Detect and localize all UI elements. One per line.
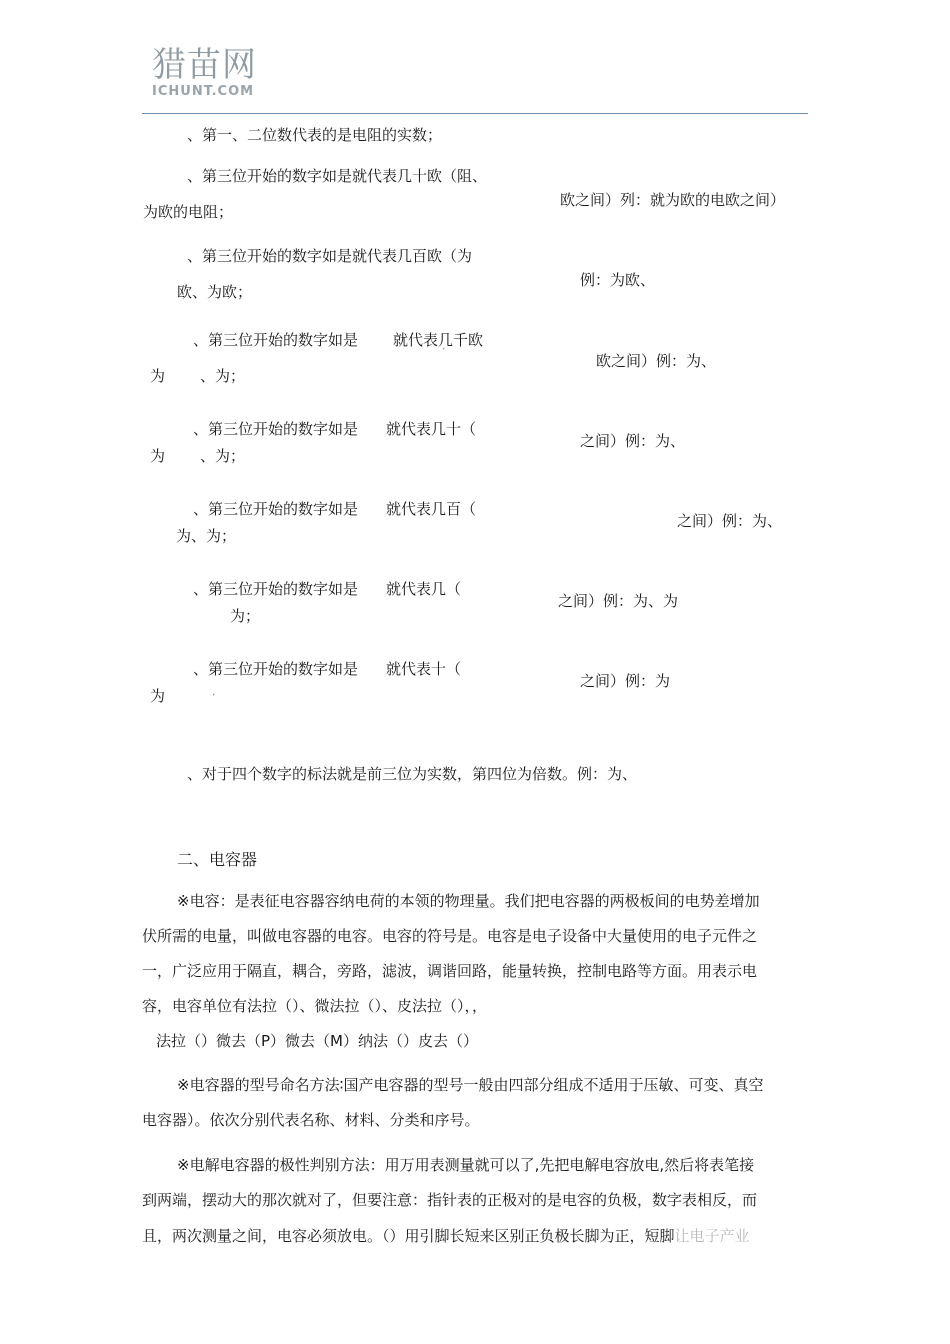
capacitor-p1-line-3: 一，广泛应用于隔直，耦合，旁路，滤波，调谐回路，能量转换，控制电路等方面。用表示电 xyxy=(142,962,758,980)
section-heading-capacitor: 二、电容器 xyxy=(177,850,258,869)
resistor-line-5c: 为 xyxy=(150,447,166,465)
header-divider xyxy=(142,113,808,114)
resistor-line-2a: 、第三位开始的数字如是就代表几十欧（阻、 xyxy=(187,167,488,185)
watermark-text: 让电子产业 xyxy=(674,1227,750,1245)
resistor-line-2b: 为欧的电阻； xyxy=(143,203,234,221)
resistor-line-4e: 欧之间）例：为、 xyxy=(596,352,717,370)
capacitor-p1-line-2: 伏所需的电量，叫做电容器的电容。电容的符号是。电容是电子设备中大量使用的电子元件之 xyxy=(142,927,758,945)
capacitor-p3-line-3 xyxy=(142,1226,750,1246)
capacitor-p2-line-1: ※电容器的型号命名方法∶国产电容器的型号一般由四部分组成不适用于压敏、可变、真空 xyxy=(177,1076,764,1094)
resistor-line-5e: 之间）例：为、 xyxy=(580,432,686,450)
resistor-line-7a: 、第三位开始的数字如是 xyxy=(193,580,359,598)
resistor-line-5a: 、第三位开始的数字如是 xyxy=(193,420,359,438)
resistor-line-7b: 就代表几（ xyxy=(386,580,462,598)
resistor-line-3a: 、第三位开始的数字如是就代表几百欧（为 xyxy=(187,247,473,265)
resistor-line-3c: 例：为欧、 xyxy=(580,271,656,289)
resistor-line-3b: 欧、为欧； xyxy=(177,283,253,301)
resistor-line-8c: 为 xyxy=(150,687,166,705)
capacitor-p1-line-5: 法拉（）微去（P）微去（M）纳法（）皮去（） xyxy=(156,1032,478,1050)
site-logo xyxy=(152,46,257,99)
resistor-line-6d: 之间）例：为、 xyxy=(677,512,783,530)
resistor-line-8a: 、第三位开始的数字如是 xyxy=(193,660,359,678)
stray-mark: ˊ xyxy=(441,348,446,358)
capacitor-p3-line-3-text: 且，两次测量之间，电容必须放电。（）用引脚长短来区别正负极长脚为正，短脚 xyxy=(142,1227,675,1245)
resistor-line-1: 、第一、二位数代表的是电阻的实数； xyxy=(187,126,443,144)
resistor-line-4c: 为 xyxy=(150,367,166,385)
stray-mark: ˊ xyxy=(211,694,216,704)
capacitor-p3-line-1: ※电解电容器的极性判别方法：用万用表测量就可以了,先把电解电容放电,然后将表笔接 xyxy=(177,1156,755,1174)
resistor-line-5d: 、为； xyxy=(200,447,246,465)
resistor-line-7d: 之间）例：为、为 xyxy=(558,592,679,610)
resistor-line-8d: 之间）例：为 xyxy=(580,672,671,690)
resistor-line-6c: 为、为； xyxy=(176,527,237,545)
capacitor-p1-line-4: 容，电容单位有法拉（）、微法拉（）、皮法拉（），， xyxy=(142,997,488,1015)
resistor-line-2c: 欧之间）列：就为欧的电欧之间） xyxy=(560,191,786,209)
logo-chinese-text: 猎苗网 xyxy=(152,45,257,85)
logo-english-text: ICHUNT.COM xyxy=(152,84,255,99)
capacitor-p2-line-2: 电容器）。依次分别代表名称、材料、分类和序号。 xyxy=(142,1111,480,1129)
resistor-line-6b: 就代表几百（ xyxy=(386,500,477,518)
resistor-line-4b: 就代表几千欧 xyxy=(393,331,484,349)
resistor-line-5b: 就代表几十（ xyxy=(386,420,477,438)
resistor-line-4d: 、为； xyxy=(200,367,246,385)
resistor-line-7c: 为； xyxy=(230,607,261,625)
capacitor-p3-line-2: 到两端，摆动大的那次就对了，但要注意：指针表的正极对的是电容的负极，数字表相反，而 xyxy=(142,1191,758,1209)
resistor-line-8b: 就代表十（ xyxy=(386,660,462,678)
resistor-line-6a: 、第三位开始的数字如是 xyxy=(193,500,359,518)
resistor-line-4a: 、第三位开始的数字如是 xyxy=(193,331,359,349)
capacitor-p1-line-1: ※电容：是表征电容器容纳电荷的本领的物理量。我们把电容器的两极板间的电势差增加 xyxy=(177,892,760,910)
resistor-line-9: 、对于四个数字的标法就是前三位为实数，第四位为倍数。例：为、 xyxy=(187,765,638,783)
